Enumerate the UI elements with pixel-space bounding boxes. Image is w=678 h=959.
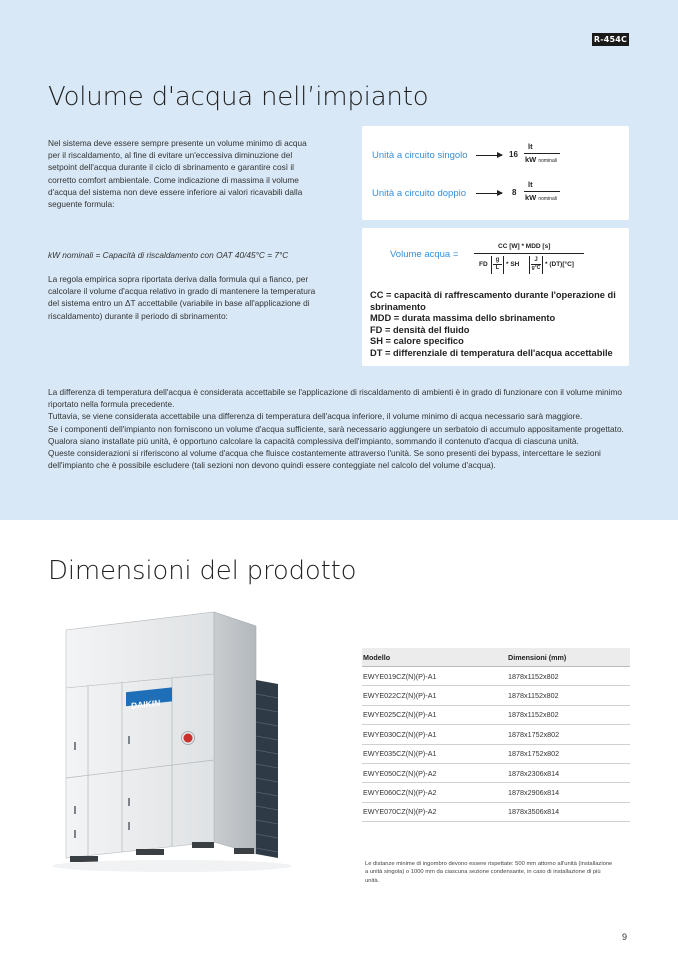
product-image	[52, 608, 314, 878]
table-row	[362, 667, 630, 686]
definition-item: DT = differenziale di temperatura dell'acqua accettabile	[370, 347, 613, 358]
header-model: Modello	[363, 652, 391, 662]
cell-model: EWYE025CZ(N)(P)-A1	[363, 710, 437, 720]
section-title-dimensions: Dimensioni del prodotto	[48, 556, 357, 586]
cell-dimensions: 1878x2906x814	[508, 788, 560, 798]
single-circuit-value: 16	[509, 150, 518, 159]
fraction-bar	[524, 191, 560, 192]
unit-denominator: kW nominali	[525, 193, 557, 202]
table-row	[362, 686, 630, 705]
cell-dimensions: 1878x1752x802	[508, 749, 560, 759]
kw-note: kW nominali = Capacità di riscaldamento con OAT 40/45°C = 7°C	[48, 250, 289, 260]
fd-unit-bottom: L	[495, 265, 500, 271]
detail-line: Se i componenti dell'impianto non forniscono un volume d'acqua sufficiente, sarà necessario aggiungere un serbatoio di accumulo appositamente progettato.	[48, 423, 624, 434]
details-paragraph	[48, 386, 633, 471]
fd-unit-top: g	[495, 257, 500, 263]
definition-item: FD = densità del fluido	[370, 324, 470, 335]
brand-logo-text: DAIKIN	[131, 697, 161, 711]
table-row	[362, 764, 630, 783]
definition-item: SH = calore specifico	[370, 336, 464, 347]
cell-model: EWYE035CZ(N)(P)-A1	[363, 749, 437, 759]
table-row	[362, 725, 630, 744]
arrow-icon	[476, 193, 502, 194]
table-row	[362, 745, 630, 764]
detail-line: Queste considerazioni si riferiscono al volume d'acqua che fluisce costantemente attraverso l'unità. Se sono presenti dei bypass, intercettare le sezioni dell'impianto che è possibile escludere (tali sezioni non devono quindi essere conteggiate nel calcolo del volume d'acqua).	[48, 448, 601, 471]
detail-line: Qualora siano installate più unità, è opportuno calcolare la capacità complessiva dell'impianto, sommando il contenuto d'acqua di ciascuna unità.	[48, 435, 579, 446]
cell-dimensions: 1878x1152x802	[508, 710, 559, 720]
table-row	[362, 803, 630, 822]
cell-model: EWYE030CZ(N)(P)-A1	[363, 729, 437, 739]
double-circuit-value: 8	[512, 188, 517, 197]
page-number: 9	[622, 932, 628, 942]
cell-dimensions: 1878x1152x802	[508, 671, 559, 681]
definitions-list	[370, 290, 625, 360]
arrow-icon	[476, 155, 502, 156]
header-dimensions: Dimensioni (mm)	[508, 652, 567, 662]
cell-dimensions: 1878x1752x802	[508, 729, 560, 739]
circuit-formula-box	[362, 126, 629, 220]
formula-dt: * (DT)[°C]	[545, 261, 574, 268]
refrigerant-badge: R-454C	[593, 35, 628, 44]
unit-denominator: kW nominali	[525, 155, 557, 164]
definition-item: MDD = durata massima dello sbrinamento	[370, 313, 556, 324]
cell-model: EWYE070CZ(N)(P)-A2	[363, 807, 437, 817]
sh-unit-top: J	[534, 257, 538, 263]
double-circuit-label: Unità a circuito doppio	[372, 188, 466, 199]
fraction-bar	[524, 153, 560, 154]
table-row	[362, 783, 630, 802]
table-header	[362, 648, 630, 667]
cell-dimensions: 1878x3506x814	[508, 807, 560, 817]
cell-dimensions: 1878x2306x814	[508, 768, 560, 778]
clearance-footnote: Le distanze minime di ingombro devono essere rispettate: 500 mm attorno all'unità (installazione a unità singola) o 1000 mm da ciascuna sezione condensante, in caso di installazione di più unità.	[365, 861, 613, 884]
cell-dimensions: 1878x1152x802	[508, 691, 559, 701]
cell-model: EWYE022CZ(N)(P)-A1	[363, 691, 437, 701]
formula-numerator: CC [W] * MDD [s]	[498, 243, 551, 250]
detail-line: Tuttavia, se viene considerata accettabile una differenza di temperatura dell'acqua inferiore, il volume minimo di acqua necessario sarà maggiore.	[48, 411, 583, 422]
intro-paragraph	[48, 137, 318, 210]
sh-unit-bottom: g°C	[531, 265, 541, 271]
cell-model: EWYE019CZ(N)(P)-A1	[363, 671, 437, 681]
detail-line: La differenza di temperatura dell'acqua è considerata accettabile se l'applicazione di riscaldamento di ambienti è in grado di funzionare con il volume minimo riportato nella formula precedente.	[48, 387, 622, 410]
formula-fd: FD	[479, 261, 488, 268]
fd-unit-bracket	[491, 256, 504, 274]
intro-text: Nel sistema deve essere sempre presente un volume minimo di acqua per il riscaldamento, al fine di evitare un'eccessiva diminuzione del setpoint dell'acqua durante il ciclo di sbrinamento e garantire così il corretto comfort ambientale. Come indicazione di massima il volume d'acqua del sistema non deve essere inferiore ai valori ricavabili dalla seguente formula:	[48, 138, 307, 210]
table-row	[362, 706, 630, 725]
heat-pump-unit-illustration	[52, 608, 314, 878]
dimensions-table	[362, 648, 630, 822]
formula-label: Volume acqua =	[390, 249, 459, 260]
definition-item: CC = capacità di raffrescamento durante l'operazione di sbrinamento	[370, 290, 616, 312]
sh-unit-bracket	[529, 256, 543, 274]
formula-sh: * SH	[506, 261, 520, 268]
unit-numerator: lt	[528, 180, 533, 189]
section-title-water-volume: Volume d'acqua nell’impianto	[48, 82, 429, 112]
cell-model: EWYE060CZ(N)(P)-A2	[363, 788, 437, 798]
unit-numerator: lt	[528, 142, 533, 151]
rule-paragraph: La regola empirica sopra riportata deriva dalla formula qui a fianco, per calcolare il volume d'acqua relativo in grado di mantenere la temperatura del sistema entro un ΔT accettabile (variabile in base all'applicazione di riscaldamento) durante il periodo di sbrinamento:	[48, 274, 316, 321]
single-circuit-label: Unità a circuito singolo	[372, 150, 468, 161]
cell-model: EWYE050CZ(N)(P)-A2	[363, 768, 437, 778]
formula-fraction-bar	[474, 253, 584, 254]
